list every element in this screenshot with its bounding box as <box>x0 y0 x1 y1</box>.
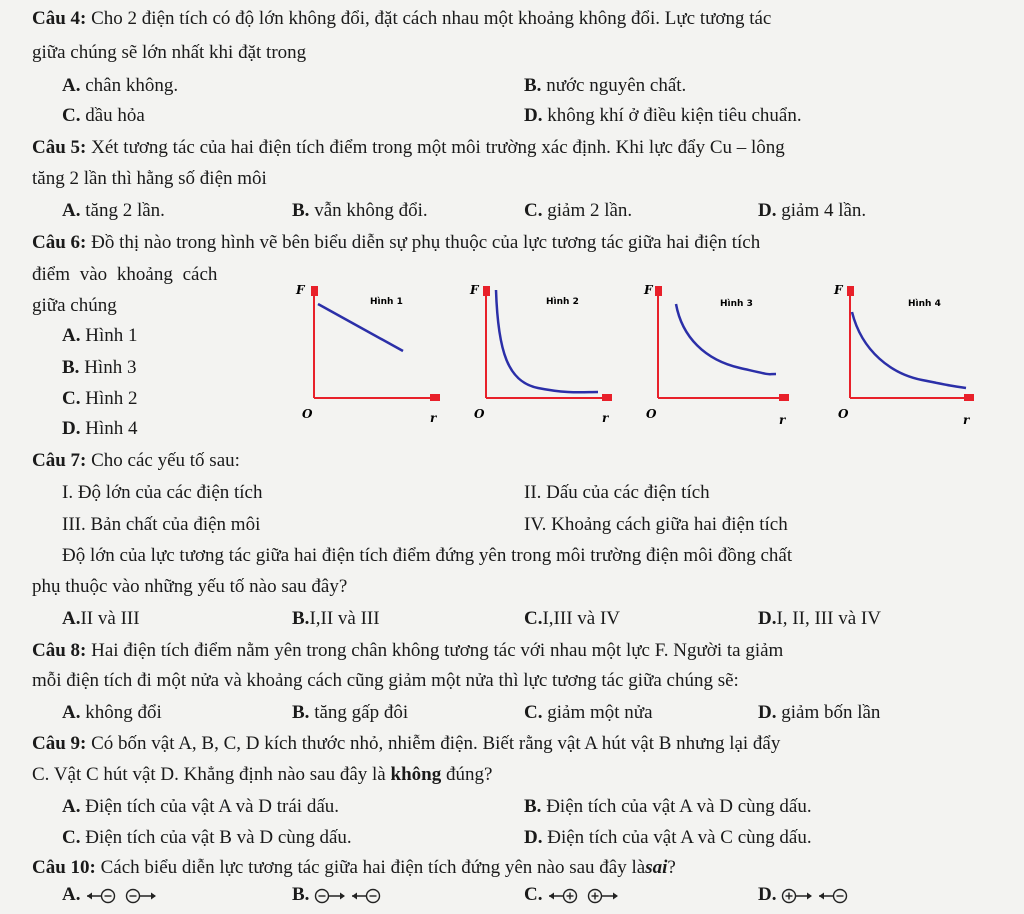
q10-option-d[interactable]: D. <box>758 884 861 906</box>
graph-hinh-2 <box>468 282 618 430</box>
graph-3-title: Hình 3 <box>720 299 753 309</box>
q10-option-c[interactable]: C. <box>524 884 627 906</box>
q8-option-b[interactable]: B. tăng gấp đôi <box>292 702 409 723</box>
negative-charge-right-arrow-icon <box>316 889 346 902</box>
q7-factor-3: III. Bản chất của điện môi <box>62 514 261 535</box>
graph-1-x-label: r <box>430 411 437 425</box>
q6-option-d[interactable]: D. Hình 4 <box>62 418 138 439</box>
q6-option-b[interactable]: B. Hình 3 <box>62 357 137 378</box>
q7-factor-2: II. Dấu của các điện tích <box>524 482 710 503</box>
q5-option-b[interactable]: B. vẫn không đổi. <box>292 200 428 221</box>
q6-text3: giữa chúng <box>32 295 117 316</box>
q8-line1 <box>32 640 783 662</box>
q9-line1 <box>32 733 780 755</box>
q6-line1 <box>32 232 760 254</box>
graph-2-y-label: F <box>470 283 479 297</box>
q5-line1 <box>32 137 785 159</box>
q7-line2: Độ lớn của lực tương tác giữa hai điện tích điểm đứng yên trong môi trường điện môi đồng chất <box>62 545 793 566</box>
graph-3-y-label: F <box>644 283 653 297</box>
q4-label: Câu 4: <box>32 8 87 29</box>
q10-text1: Cách biểu diễn lực tương tác giữa hai điện tích đứng yên nào sau đây là <box>100 857 646 878</box>
q6-text2: điểm vào khoảng cách <box>32 264 218 285</box>
q8-label: Câu 8: <box>32 640 87 661</box>
graph-4-x-arrow <box>964 394 974 401</box>
q5-line2 <box>32 168 267 190</box>
q9-option-d[interactable]: D. Điện tích của vật A và C cùng dấu. <box>524 827 812 848</box>
q9-text2c: đúng? <box>445 764 493 785</box>
q9-line2 <box>32 764 492 786</box>
q9-option-c[interactable]: C. Điện tích của vật B và D cùng dấu. <box>62 827 352 848</box>
q8-text1: Hai điện tích điểm nằm yên trong chân không tương tác với nhau một lực F. Người ta giảm <box>91 640 784 661</box>
q5-label: Câu 5: <box>32 137 87 158</box>
graph-3-curve <box>676 304 776 374</box>
q5-option-d[interactable]: D. giảm 4 lần. <box>758 200 867 221</box>
q7-text1: Cho các yếu tố sau: <box>91 450 240 471</box>
q9-option-b[interactable]: B. Điện tích của vật A và D cùng dấu. <box>524 796 812 817</box>
q9-option-a[interactable]: A. Điện tích của vật A và D trái dấu. <box>62 796 340 817</box>
q8-option-d[interactable]: D. giảm bốn lần <box>758 702 881 723</box>
graph-3-x-arrow <box>779 394 789 401</box>
q7-factor-4: IV. Khoảng cách giữa hai điện tích <box>524 514 788 535</box>
q8-line2 <box>32 670 739 692</box>
graph-2-x-arrow <box>602 394 612 401</box>
graph-2-title: Hình 2 <box>546 297 579 307</box>
graph-hinh-4 <box>832 282 982 430</box>
q4-option-a[interactable]: A. chân không. <box>62 75 179 96</box>
graph-2-origin: O <box>474 407 485 421</box>
q10-text1b: sai <box>645 857 668 878</box>
q4-text2: giữa chúng sẽ lớn nhất khi đặt trong <box>32 42 307 63</box>
q4-line2 <box>32 42 306 64</box>
q5-option-a[interactable]: A. tăng 2 lần. <box>62 200 165 221</box>
q10-b-charges <box>314 887 394 905</box>
q4-option-b[interactable]: B. nước nguyên chất. <box>524 75 687 96</box>
q4-option-c[interactable]: C. dầu hỏa <box>62 105 145 126</box>
q7-line1 <box>32 450 240 472</box>
q7-option-d[interactable]: D.I, II, III và IV <box>758 608 881 629</box>
graph-3-x-label: r <box>779 413 786 427</box>
graph-1-curve <box>318 304 403 351</box>
positive-charge-left-arrow-icon <box>549 889 577 902</box>
graph-hinh-3 <box>640 282 790 430</box>
q9-label: Câu 9: <box>32 733 87 754</box>
graph-2-x-label: r <box>602 411 609 425</box>
q7-factor-1: I. Độ lớn của các điện tích <box>62 482 263 503</box>
q9-text1: Có bốn vật A, B, C, D kích thước nhỏ, nhiễm điện. Biết rằng vật A hút vật B nhưng lại đẩy <box>91 733 781 754</box>
graph-1-title: Hình 1 <box>370 297 403 307</box>
graph-1-x-arrow <box>430 394 440 401</box>
graph-4-title: Hình 4 <box>908 299 941 309</box>
graph-1-origin: O <box>302 407 313 421</box>
q8-option-c[interactable]: C. giảm một nửa <box>524 702 653 723</box>
q6-option-a[interactable]: A. Hình 1 <box>62 325 138 346</box>
q6-label: Câu 6: <box>32 232 87 253</box>
q7-option-a[interactable]: A.II và III <box>62 608 140 629</box>
q5-text1: Xét tương tác của hai điện tích điểm trong một môi trường xác định. Khi lực đẩy Cu – lông <box>91 137 785 158</box>
negative-charge-right-arrow-icon <box>127 889 157 902</box>
q7-label: Câu 7: <box>32 450 87 471</box>
q7-option-c[interactable]: C.I,III và IV <box>524 608 621 629</box>
q10-line1 <box>32 857 676 879</box>
graph-4-y-label: F <box>834 283 843 297</box>
q10-option-a[interactable]: A. <box>62 884 165 906</box>
positive-charge-right-arrow-icon <box>589 889 619 902</box>
q9-text2a: C. Vật C hút vật D. Khẳng định nào sau đây là <box>32 764 386 785</box>
positive-charge-right-arrow-icon <box>783 889 813 902</box>
q8-text2: mỗi điện tích đi một nửa và khoảng cách cũng giảm một nửa thì lực tương tác giữa chúng sẽ: <box>32 670 739 691</box>
q4-option-d[interactable]: D. không khí ở điều kiện tiêu chuẩn. <box>524 105 802 126</box>
graph-4-curve <box>852 312 966 388</box>
q10-option-b[interactable]: B. <box>292 884 394 906</box>
q10-a-charges <box>85 887 165 905</box>
q10-d-charges <box>781 887 861 905</box>
q7-option-b[interactable]: B.I,II và III <box>292 608 380 629</box>
q5-option-c[interactable]: C. giảm 2 lần. <box>524 200 633 221</box>
q4-line1 <box>32 8 771 30</box>
q10-c-charges <box>547 887 627 905</box>
negative-charge-left-arrow-icon <box>87 889 115 902</box>
graph-3-origin: O <box>646 407 657 421</box>
q10-text1c: ? <box>667 857 676 878</box>
q6-line2 <box>32 264 217 286</box>
q8-option-a[interactable]: A. không đổi <box>62 702 162 723</box>
q6-text1: Đồ thị nào trong hình vẽ bên biểu diễn sự phụ thuộc của lực tương tác giữa hai điện tích <box>91 232 761 253</box>
q7-line3 <box>32 576 347 598</box>
q7-text3: phụ thuộc vào những yếu tố nào sau đây? <box>32 576 348 597</box>
graph-1-y-label: F <box>296 283 305 297</box>
q10-label: Câu 10: <box>32 857 96 878</box>
q5-text2: tăng 2 lần thì hằng số điện môi <box>32 168 267 189</box>
negative-charge-left-arrow-icon <box>819 889 847 902</box>
q9-text2b: không <box>390 764 442 785</box>
graph-4-origin: O <box>838 407 849 421</box>
q4-text1: Cho 2 điện tích có độ lớn không đổi, đặt cách nhau một khoảng không đổi. Lực tương tác <box>91 8 772 29</box>
q6-line3 <box>32 295 117 317</box>
graph-4-x-label: r <box>963 413 970 427</box>
negative-charge-left-arrow-icon <box>352 889 380 902</box>
graph-hinh-1 <box>296 282 446 430</box>
q6-option-c[interactable]: C. Hình 2 <box>62 388 138 409</box>
